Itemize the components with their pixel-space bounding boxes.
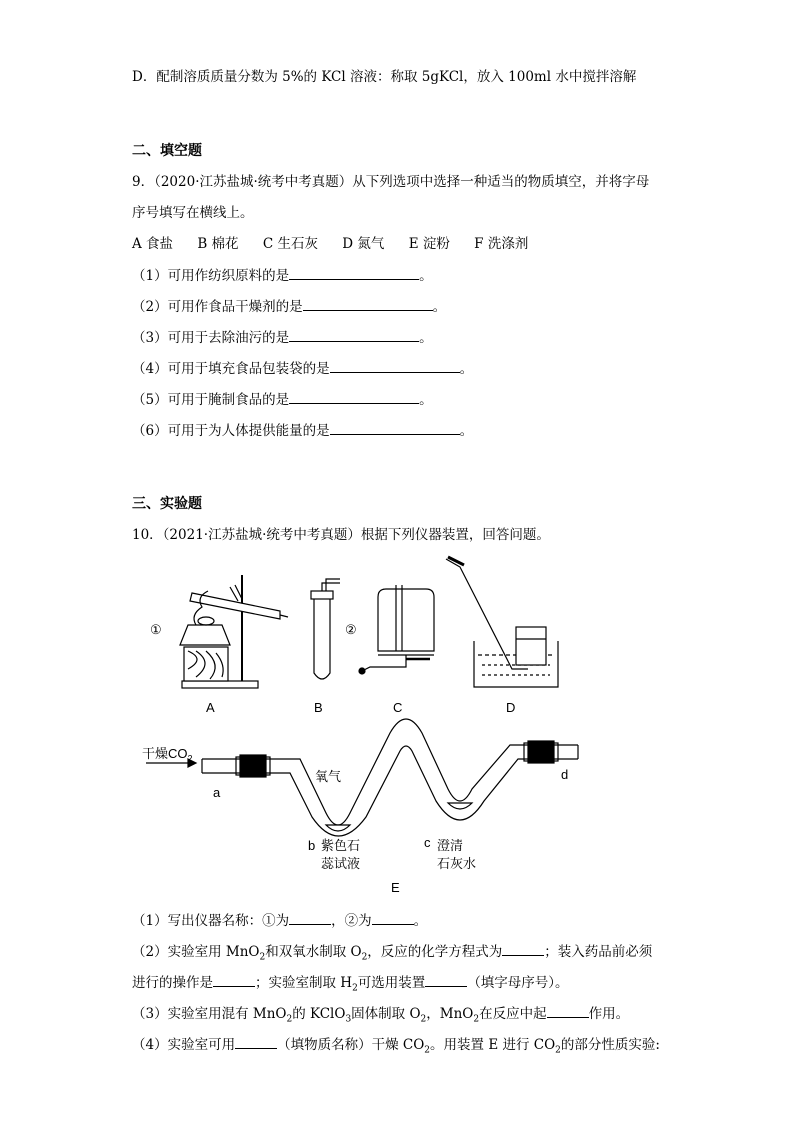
q9-item-6 (132, 421, 473, 440)
label-apparatus-e: E (391, 880, 400, 895)
label-port-a: a (213, 785, 221, 800)
label-litmus-2: 蕊试液 (321, 856, 361, 871)
apparatus-figure (130, 555, 690, 900)
answer-blank[interactable] (330, 359, 460, 373)
label-oxygen: 氧气 (315, 769, 342, 784)
apparatus-a-drawing (180, 575, 288, 688)
question-9-stem: 9．（2020·江苏盐城·统考中考真题）从下列选项中选择一种适当的物质填空，并将字母 (132, 174, 650, 190)
q10-sub-1: （1）写出仪器名称：①为 ，②为 。 (132, 913, 428, 929)
option-f: F 洗涤剂 (474, 236, 529, 252)
q9-item-4 (132, 359, 473, 378)
answer-blank[interactable] (425, 973, 467, 987)
q9-item-3 (132, 328, 433, 347)
q9-item-5-end: 。 (419, 392, 433, 408)
label-limewater-2: 石灰水 (437, 856, 477, 871)
label-port-d: d (561, 767, 569, 782)
label-litmus-1: 紫色石 (321, 838, 361, 853)
q9-item-5 (132, 390, 433, 409)
label-apparatus-a: A (206, 700, 215, 715)
q10-sub-4: （4）实验室可用 （填物质名称）干燥 $CO_2$。用装置 E 进行 $CO_2$的部分性质实验: (132, 1037, 660, 1056)
answer-blank[interactable] (289, 390, 419, 404)
answer-blank[interactable] (289, 266, 419, 280)
apparatus-e-drawing (146, 719, 578, 836)
option-b: B 棉花 (197, 236, 239, 252)
question-9-stem-continued: 序号填写在横线上。 (132, 205, 254, 221)
section-heading-fill-in: 二、填空题 (132, 143, 202, 159)
q9-item-3-text: （3）可用于去除油污的是 (132, 330, 290, 346)
apparatus-c-drawing (359, 585, 434, 674)
q9-item-1-text: （1）可用作纺织原料的是 (132, 268, 290, 284)
option-e: E 淀粉 (408, 236, 450, 252)
apparatus-d-drawing (446, 557, 558, 687)
section-heading-experiment: 三、实验题 (132, 496, 202, 512)
q9-item-1-end: 。 (419, 268, 433, 284)
answer-blank[interactable] (303, 297, 433, 311)
label-apparatus-d: D (506, 700, 516, 715)
label-apparatus-b: B (314, 700, 323, 715)
q9-item-5-text: （5）可用于腌制食品的是 (132, 392, 290, 408)
q9-item-3-end: 。 (419, 330, 433, 346)
answer-blank[interactable] (289, 911, 331, 925)
answer-blank[interactable] (502, 942, 544, 956)
answer-blank[interactable] (235, 1035, 277, 1049)
q9-item-1 (132, 266, 433, 285)
question-9-options (132, 235, 548, 253)
answer-blank[interactable] (372, 911, 414, 925)
label-port-b: b (308, 838, 316, 853)
q9-item-4-text: （4）可用于填充食品包装袋的是 (132, 361, 330, 377)
label-circle-1: ① (150, 622, 162, 637)
q10-sub-3: （3）实验室用混有 MnO$_2$的 KClO$_3$固体制取 $O_2$，MnO$_2$在反应中起 作用。 (132, 1006, 630, 1025)
q9-item-6-text: （6）可用于为人体提供能量的是 (132, 423, 330, 439)
label-circle-2: ② (345, 622, 357, 637)
answer-blank[interactable] (547, 1004, 589, 1018)
apparatus-b-drawing (311, 579, 340, 679)
q9-item-4-end: 。 (459, 361, 474, 377)
q9-item-2-end: 。 (432, 299, 447, 315)
option-d: D 氮气 (342, 236, 385, 252)
label-apparatus-c: C (393, 700, 403, 715)
answer-blank[interactable] (213, 973, 255, 987)
q10-sub-2: （2）实验室用 MnO$_2$和双氧水制取 $O_2$，反应的化学方程式为 ；装入药品前必须 (132, 944, 653, 963)
label-limewater-1: 澄清 (437, 838, 464, 853)
label-dry-co2: 干燥$CO_2$ (142, 746, 193, 764)
q10-sub-2-continued: 进行的操作是 ；实验室制取 $H_2$可选用装置 （填字母序号）。 (132, 975, 569, 994)
q9-item-2-text: （2）可用作食品干燥剂的是 (132, 299, 303, 315)
q9-item-6-end: 。 (459, 423, 474, 439)
answer-blank[interactable] (330, 421, 460, 435)
question-10-stem: 10．（2021·江苏盐城·统考中考真题）根据下列仪器装置，回答问题。 (132, 527, 550, 543)
q9-item-2 (132, 297, 446, 316)
option-d-text: D．配制溶质质量分数为 5%的 KCl 溶液：称取 5gKCl，放入 100ml 水中搅拌溶解 (132, 69, 637, 85)
answer-blank[interactable] (289, 328, 419, 342)
label-port-c: c (424, 835, 431, 850)
option-c: C 生石灰 (262, 236, 318, 252)
option-a: A 食盐 (132, 236, 174, 252)
